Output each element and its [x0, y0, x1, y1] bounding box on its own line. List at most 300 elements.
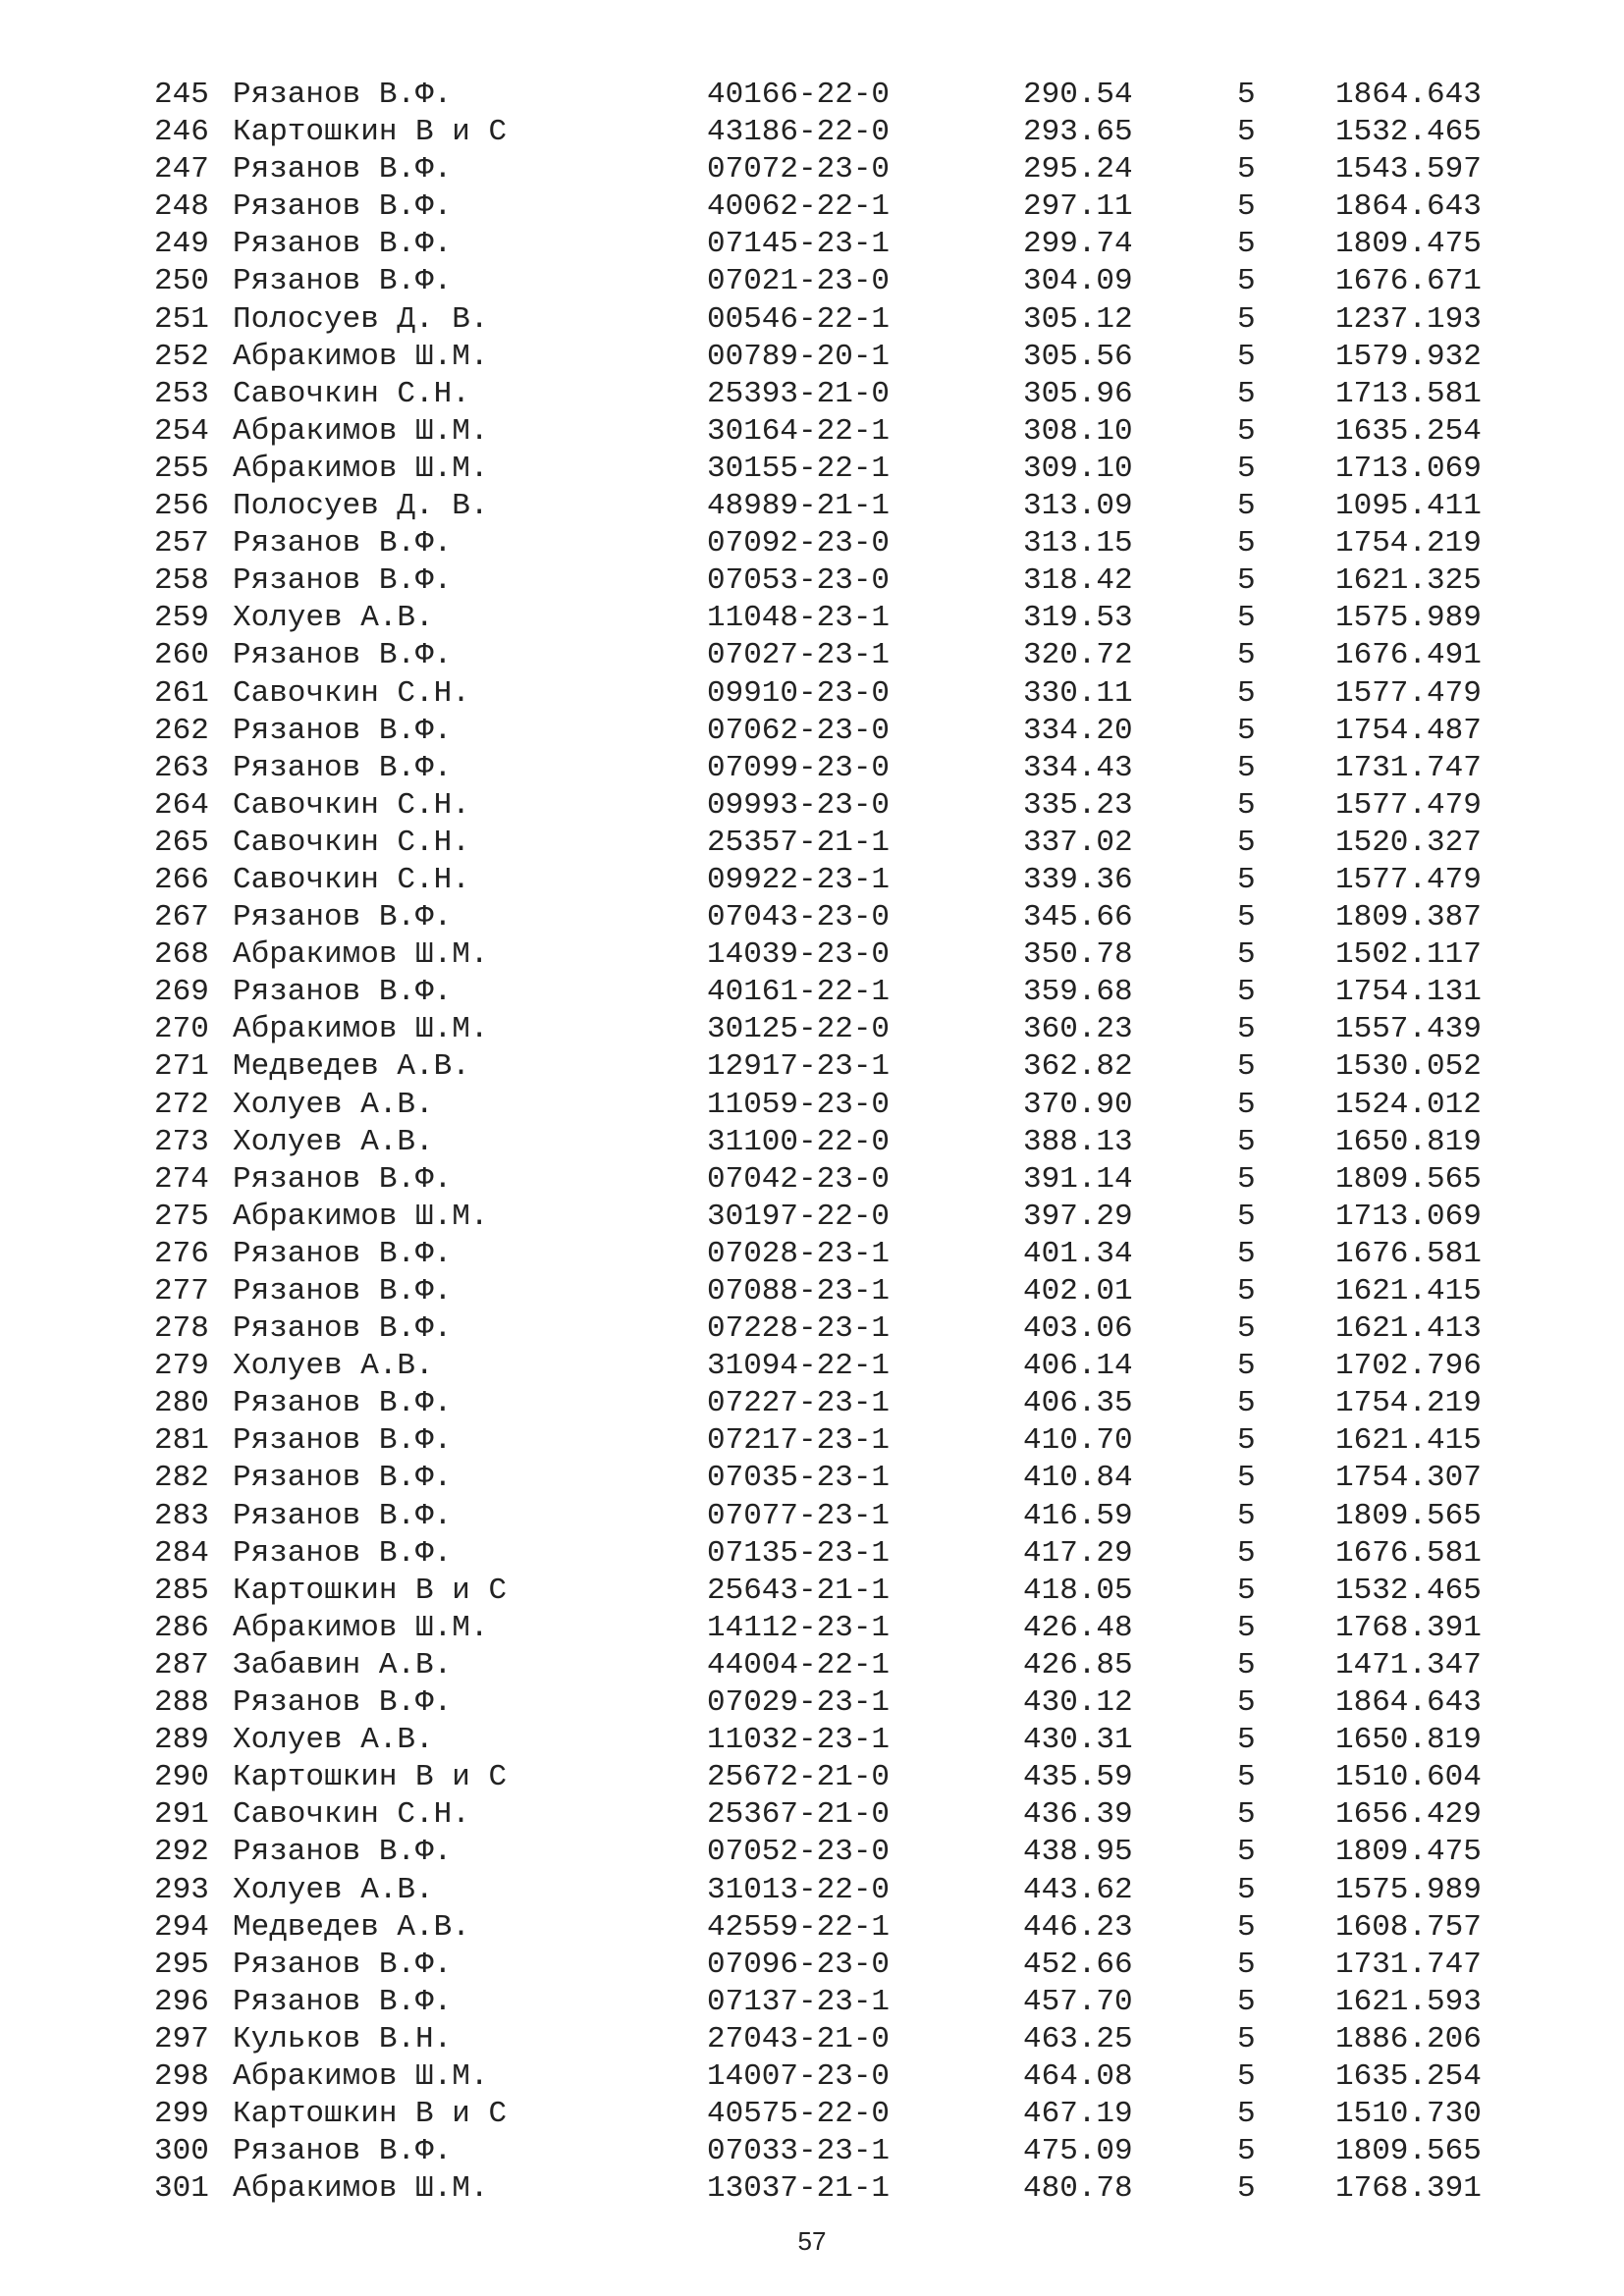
score-cell: 1510.730 — [1335, 2097, 1482, 2132]
table-row — [0, 787, 1624, 825]
value-cell: 426.48 — [1023, 1610, 1133, 1645]
record-code: 09910-23-0 — [707, 675, 891, 711]
row-number: 262 — [154, 713, 209, 748]
record-code: 07062-23-0 — [707, 713, 891, 748]
row-number: 247 — [154, 152, 209, 187]
table-row — [0, 713, 1624, 750]
teacher-name: Рязанов В.Ф. — [233, 975, 453, 1010]
value-cell: 463.25 — [1023, 2021, 1133, 2056]
value-cell: 305.56 — [1023, 339, 1133, 374]
record-code: 07043-23-0 — [707, 900, 891, 935]
score-cell: 1543.597 — [1335, 152, 1482, 187]
value-cell: 406.35 — [1023, 1386, 1133, 1421]
value-cell: 475.09 — [1023, 2134, 1133, 2169]
value-cell: 345.66 — [1023, 900, 1133, 935]
record-code: 07099-23-0 — [707, 750, 891, 785]
value-cell: 370.90 — [1023, 1087, 1133, 1122]
grade-cell: 5 — [1237, 750, 1256, 785]
value-cell: 443.62 — [1023, 1872, 1133, 1907]
record-code: 07137-23-1 — [707, 1984, 891, 2019]
value-cell: 417.29 — [1023, 1535, 1133, 1571]
score-cell: 1524.012 — [1335, 1087, 1482, 1122]
row-number: 277 — [154, 1274, 209, 1308]
table-row — [0, 1310, 1624, 1348]
table-row — [0, 1796, 1624, 1834]
teacher-name: Рязанов В.Ф. — [233, 1685, 453, 1721]
grade-cell: 5 — [1237, 301, 1256, 337]
value-cell: 388.13 — [1023, 1124, 1133, 1159]
record-code: 31013-22-0 — [707, 1872, 891, 1907]
teacher-name: Савочкин С.Н. — [233, 675, 470, 711]
grade-cell: 5 — [1237, 1723, 1256, 1758]
score-cell: 1621.415 — [1335, 1274, 1482, 1308]
record-code: 07096-23-0 — [707, 1947, 891, 1982]
teacher-name: Савочкин С.Н. — [233, 825, 470, 860]
score-cell: 1577.479 — [1335, 787, 1482, 823]
value-cell: 418.05 — [1023, 1573, 1133, 1608]
table-row — [0, 226, 1624, 263]
record-code: 31094-22-1 — [707, 1349, 891, 1384]
grade-cell: 5 — [1237, 264, 1256, 299]
teacher-name: Рязанов В.Ф. — [233, 2134, 453, 2169]
record-code: 07077-23-1 — [707, 1498, 891, 1533]
grade-cell: 5 — [1237, 1984, 1256, 2019]
value-cell: 362.82 — [1023, 1049, 1133, 1085]
teacher-name: Картошкин В и С — [233, 1760, 508, 1795]
value-cell: 313.15 — [1023, 526, 1133, 561]
grade-cell: 5 — [1237, 2171, 1256, 2207]
table-row — [0, 1984, 1624, 2021]
record-code: 40062-22-1 — [707, 189, 891, 225]
grade-cell: 5 — [1237, 1349, 1256, 1384]
grade-cell: 5 — [1237, 862, 1256, 897]
table-row — [0, 188, 1624, 226]
grade-cell: 5 — [1237, 2097, 1256, 2132]
table-row — [0, 1684, 1624, 1722]
table-row — [0, 750, 1624, 787]
value-cell: 467.19 — [1023, 2097, 1133, 2132]
table-row — [0, 1422, 1624, 1460]
score-cell: 1713.069 — [1335, 1199, 1482, 1234]
record-code: 27043-21-0 — [707, 2021, 891, 2056]
row-number: 245 — [154, 78, 209, 112]
score-cell: 1809.565 — [1335, 2134, 1482, 2169]
teacher-name: Рязанов В.Ф. — [233, 152, 453, 187]
score-cell: 1621.415 — [1335, 1423, 1482, 1459]
row-number: 278 — [154, 1311, 209, 1347]
grade-cell: 5 — [1237, 601, 1256, 636]
score-cell: 1471.347 — [1335, 1647, 1482, 1682]
value-cell: 339.36 — [1023, 862, 1133, 897]
record-code: 07029-23-1 — [707, 1685, 891, 1721]
score-cell: 1864.643 — [1335, 189, 1482, 225]
table-row — [0, 1722, 1624, 1759]
value-cell: 319.53 — [1023, 601, 1133, 636]
record-code: 25643-21-1 — [707, 1573, 891, 1608]
row-number: 270 — [154, 1012, 209, 1047]
score-cell: 1809.565 — [1335, 1161, 1482, 1197]
table-row — [0, 413, 1624, 451]
value-cell: 402.01 — [1023, 1274, 1133, 1308]
value-cell: 295.24 — [1023, 152, 1133, 187]
teacher-name: Рязанов В.Ф. — [233, 1461, 453, 1496]
record-code: 07021-23-0 — [707, 264, 891, 299]
score-cell: 1532.465 — [1335, 115, 1482, 150]
table-row — [0, 600, 1624, 637]
grade-cell: 5 — [1237, 2134, 1256, 2169]
record-code: 07135-23-1 — [707, 1535, 891, 1571]
value-cell: 318.42 — [1023, 563, 1133, 599]
record-code: 13037-21-1 — [707, 2171, 891, 2207]
record-code: 07053-23-0 — [707, 563, 891, 599]
teacher-name: Абракимов Ш.М. — [233, 339, 489, 374]
teacher-name: Холуев А.В. — [233, 1124, 434, 1159]
grade-cell: 5 — [1237, 1199, 1256, 1234]
page-number: 57 — [797, 2226, 827, 2256]
grade-cell: 5 — [1237, 1461, 1256, 1496]
record-code: 25672-21-0 — [707, 1760, 891, 1795]
teacher-name: Полосуев Д. В. — [233, 301, 489, 337]
row-number: 281 — [154, 1423, 209, 1459]
row-number: 254 — [154, 413, 209, 449]
grade-cell: 5 — [1237, 1124, 1256, 1159]
score-cell: 1809.475 — [1335, 227, 1482, 262]
teacher-name: Холуев А.В. — [233, 601, 434, 636]
grade-cell: 5 — [1237, 975, 1256, 1010]
value-cell: 330.11 — [1023, 675, 1133, 711]
grade-cell: 5 — [1237, 1274, 1256, 1308]
table-row — [0, 1087, 1624, 1124]
value-cell: 435.59 — [1023, 1760, 1133, 1795]
record-code: 07027-23-1 — [707, 638, 891, 673]
table-row — [0, 301, 1624, 339]
value-cell: 426.85 — [1023, 1647, 1133, 1682]
grade-cell: 5 — [1237, 376, 1256, 411]
table-row — [0, 1573, 1624, 1610]
row-number: 300 — [154, 2134, 209, 2169]
record-code: 11059-23-0 — [707, 1087, 891, 1122]
table-row — [0, 1498, 1624, 1535]
table-row — [0, 936, 1624, 974]
score-cell: 1676.671 — [1335, 264, 1482, 299]
score-cell: 1520.327 — [1335, 825, 1482, 860]
score-cell: 1635.254 — [1335, 2058, 1482, 2094]
record-code: 25393-21-0 — [707, 376, 891, 411]
grade-cell: 5 — [1237, 1087, 1256, 1122]
record-code: 42559-22-1 — [707, 1909, 891, 1945]
table-row — [0, 825, 1624, 862]
teacher-name: Абракимов Ш.М. — [233, 2171, 489, 2207]
record-code: 07035-23-1 — [707, 1461, 891, 1496]
record-code: 30197-22-0 — [707, 1199, 891, 1234]
record-code: 07028-23-1 — [707, 1236, 891, 1271]
record-code: 30125-22-0 — [707, 1012, 891, 1047]
teacher-name: Савочкин С.Н. — [233, 1797, 470, 1833]
teacher-name: Савочкин С.Н. — [233, 376, 470, 411]
value-cell: 457.70 — [1023, 1984, 1133, 2019]
value-cell: 406.14 — [1023, 1349, 1133, 1384]
table-row — [0, 2133, 1624, 2170]
table-row — [0, 2058, 1624, 2096]
grade-cell: 5 — [1237, 189, 1256, 225]
grade-cell: 5 — [1237, 1535, 1256, 1571]
row-number: 290 — [154, 1760, 209, 1795]
record-code: 25367-21-0 — [707, 1797, 891, 1833]
teacher-name: Полосуев Д. В. — [233, 489, 489, 524]
teacher-name: Холуев А.В. — [233, 1349, 434, 1384]
table-row — [0, 1124, 1624, 1161]
value-cell: 290.54 — [1023, 78, 1133, 112]
row-number: 299 — [154, 2097, 209, 2132]
record-code: 11032-23-1 — [707, 1723, 891, 1758]
teacher-name: Рязанов В.Ф. — [233, 1947, 453, 1982]
table-row — [0, 1759, 1624, 1796]
row-number: 261 — [154, 675, 209, 711]
row-number: 275 — [154, 1199, 209, 1234]
row-number: 256 — [154, 489, 209, 524]
teacher-name: Медведев А.В. — [233, 1909, 470, 1945]
table-row — [0, 1199, 1624, 1236]
score-cell: 1575.989 — [1335, 1872, 1482, 1907]
row-number: 263 — [154, 750, 209, 785]
score-cell: 1676.491 — [1335, 638, 1482, 673]
record-code: 30155-22-1 — [707, 451, 891, 486]
value-cell: 309.10 — [1023, 451, 1133, 486]
table-row — [0, 339, 1624, 376]
value-cell: 391.14 — [1023, 1161, 1133, 1197]
teacher-name: Картошкин В и С — [233, 1573, 508, 1608]
row-number: 292 — [154, 1835, 209, 1870]
record-code: 09922-23-1 — [707, 862, 891, 897]
value-cell: 452.66 — [1023, 1947, 1133, 1982]
row-number: 248 — [154, 189, 209, 225]
teacher-name: Рязанов В.Ф. — [233, 1535, 453, 1571]
teacher-name: Абракимов Ш.М. — [233, 451, 489, 486]
table-row — [0, 862, 1624, 899]
grade-cell: 5 — [1237, 413, 1256, 449]
value-cell: 337.02 — [1023, 825, 1133, 860]
teacher-name: Рязанов В.Ф. — [233, 713, 453, 748]
teacher-name: Рязанов В.Ф. — [233, 1161, 453, 1197]
teacher-name: Рязанов В.Ф. — [233, 1236, 453, 1271]
record-code: 07033-23-1 — [707, 2134, 891, 2169]
record-code: 14039-23-0 — [707, 937, 891, 973]
teacher-name: Рязанов В.Ф. — [233, 638, 453, 673]
row-number: 282 — [154, 1461, 209, 1496]
row-number: 249 — [154, 227, 209, 262]
score-cell: 1577.479 — [1335, 862, 1482, 897]
record-code: 07227-23-1 — [707, 1386, 891, 1421]
score-cell: 1621.593 — [1335, 1984, 1482, 2019]
value-cell: 293.65 — [1023, 115, 1133, 150]
teacher-name: Рязанов В.Ф. — [233, 1423, 453, 1459]
score-cell: 1656.429 — [1335, 1797, 1482, 1833]
record-code: 00789-20-1 — [707, 339, 891, 374]
row-number: 253 — [154, 376, 209, 411]
row-number: 260 — [154, 638, 209, 673]
record-code: 12917-23-1 — [707, 1049, 891, 1085]
grade-cell: 5 — [1237, 1573, 1256, 1608]
row-number: 296 — [154, 1984, 209, 2019]
teacher-name: Абракимов Ш.М. — [233, 1610, 489, 1645]
teacher-name: Рязанов В.Ф. — [233, 1386, 453, 1421]
row-number: 266 — [154, 862, 209, 897]
score-cell: 1864.643 — [1335, 78, 1482, 112]
score-cell: 1864.643 — [1335, 1685, 1482, 1721]
row-number: 284 — [154, 1535, 209, 1571]
grade-cell: 5 — [1237, 227, 1256, 262]
row-number: 287 — [154, 1647, 209, 1682]
record-code: 44004-22-1 — [707, 1647, 891, 1682]
row-number: 269 — [154, 975, 209, 1010]
row-number: 251 — [154, 301, 209, 337]
grade-cell: 5 — [1237, 1685, 1256, 1721]
record-code: 11048-23-1 — [707, 601, 891, 636]
table-row — [0, 562, 1624, 600]
table-row — [0, 151, 1624, 188]
teacher-name: Рязанов В.Ф. — [233, 264, 453, 299]
teacher-name: Савочкин С.Н. — [233, 787, 470, 823]
teacher-name: Абракимов Ш.М. — [233, 1012, 489, 1047]
table-row — [0, 525, 1624, 562]
grade-cell: 5 — [1237, 563, 1256, 599]
table-row — [0, 1610, 1624, 1647]
grade-cell: 5 — [1237, 526, 1256, 561]
row-number: 264 — [154, 787, 209, 823]
grade-cell: 5 — [1237, 1423, 1256, 1459]
value-cell: 334.20 — [1023, 713, 1133, 748]
grade-cell: 5 — [1237, 2021, 1256, 2056]
value-cell: 308.10 — [1023, 413, 1133, 449]
value-cell: 297.11 — [1023, 189, 1133, 225]
teacher-name: Рязанов В.Ф. — [233, 78, 453, 112]
record-code: 00546-22-1 — [707, 301, 891, 337]
table-row — [0, 376, 1624, 413]
teacher-name: Рязанов В.Ф. — [233, 1274, 453, 1308]
row-number: 271 — [154, 1049, 209, 1085]
score-cell: 1676.581 — [1335, 1535, 1482, 1571]
teacher-name: Рязанов В.Ф. — [233, 1498, 453, 1533]
row-number: 297 — [154, 2021, 209, 2056]
value-cell: 401.34 — [1023, 1236, 1133, 1271]
table-row — [0, 114, 1624, 151]
grade-cell: 5 — [1237, 1498, 1256, 1533]
row-number: 293 — [154, 1872, 209, 1907]
record-code: 07042-23-0 — [707, 1161, 891, 1197]
teacher-name: Холуев А.В. — [233, 1872, 434, 1907]
table-row — [0, 637, 1624, 674]
grade-cell: 5 — [1237, 1760, 1256, 1795]
score-cell: 1809.565 — [1335, 1498, 1482, 1533]
value-cell: 320.72 — [1023, 638, 1133, 673]
row-number: 252 — [154, 339, 209, 374]
table-row — [0, 675, 1624, 713]
score-cell: 1608.757 — [1335, 1909, 1482, 1945]
grade-cell: 5 — [1237, 1311, 1256, 1347]
score-cell: 1754.219 — [1335, 526, 1482, 561]
score-cell: 1768.391 — [1335, 1610, 1482, 1645]
row-number: 259 — [154, 601, 209, 636]
teacher-name: Картошкин В и С — [233, 2097, 508, 2132]
row-number: 276 — [154, 1236, 209, 1271]
score-cell: 1237.193 — [1335, 301, 1482, 337]
record-code: 07052-23-0 — [707, 1835, 891, 1870]
teacher-name: Холуев А.В. — [233, 1723, 434, 1758]
score-cell: 1577.479 — [1335, 675, 1482, 711]
row-number: 280 — [154, 1386, 209, 1421]
table-row — [0, 2096, 1624, 2133]
teacher-name: Рязанов В.Ф. — [233, 1984, 453, 2019]
record-code: 14112-23-1 — [707, 1610, 891, 1645]
grade-cell: 5 — [1237, 1835, 1256, 1870]
grade-cell: 5 — [1237, 489, 1256, 524]
table-row — [0, 1048, 1624, 1086]
row-number: 301 — [154, 2171, 209, 2207]
table-row — [0, 263, 1624, 300]
record-code: 43186-22-0 — [707, 115, 891, 150]
row-number: 274 — [154, 1161, 209, 1197]
value-cell: 359.68 — [1023, 975, 1133, 1010]
value-cell: 305.96 — [1023, 376, 1133, 411]
record-code: 30164-22-1 — [707, 413, 891, 449]
row-number: 291 — [154, 1797, 209, 1833]
row-number: 250 — [154, 264, 209, 299]
table-row — [0, 1834, 1624, 1871]
table-row — [0, 1909, 1624, 1947]
grade-cell: 5 — [1237, 1161, 1256, 1197]
score-cell: 1575.989 — [1335, 601, 1482, 636]
row-number: 257 — [154, 526, 209, 561]
score-cell: 1621.325 — [1335, 563, 1482, 599]
table-row — [0, 1273, 1624, 1310]
record-code: 40166-22-0 — [707, 78, 891, 112]
table-row — [0, 1460, 1624, 1497]
record-code: 07092-23-0 — [707, 526, 891, 561]
value-cell: 335.23 — [1023, 787, 1133, 823]
teacher-name: Холуев А.В. — [233, 1087, 434, 1122]
score-cell: 1809.387 — [1335, 900, 1482, 935]
row-number: 294 — [154, 1909, 209, 1945]
row-number: 285 — [154, 1573, 209, 1608]
table-row — [0, 1236, 1624, 1273]
teacher-name: Рязанов В.Ф. — [233, 189, 453, 225]
table-row — [0, 77, 1624, 114]
teacher-name: Рязанов В.Ф. — [233, 750, 453, 785]
grade-cell: 5 — [1237, 713, 1256, 748]
row-number: 255 — [154, 451, 209, 486]
score-cell: 1530.052 — [1335, 1049, 1482, 1085]
value-cell: 410.70 — [1023, 1423, 1133, 1459]
record-code: 31100-22-0 — [707, 1124, 891, 1159]
grade-cell: 5 — [1237, 2058, 1256, 2094]
value-cell: 464.08 — [1023, 2058, 1133, 2094]
row-number: 295 — [154, 1947, 209, 1982]
table-row — [0, 2021, 1624, 2058]
score-cell: 1579.932 — [1335, 339, 1482, 374]
row-number: 268 — [154, 937, 209, 973]
value-cell: 397.29 — [1023, 1199, 1133, 1234]
row-number: 288 — [154, 1685, 209, 1721]
value-cell: 438.95 — [1023, 1835, 1133, 1870]
teacher-name: Абракимов Ш.М. — [233, 413, 489, 449]
teacher-name: Абракимов Ш.М. — [233, 1199, 489, 1234]
score-cell: 1095.411 — [1335, 489, 1482, 524]
grade-cell: 5 — [1237, 1872, 1256, 1907]
value-cell: 430.12 — [1023, 1685, 1133, 1721]
score-cell: 1886.206 — [1335, 2021, 1482, 2056]
teacher-name: Медведев А.В. — [233, 1049, 470, 1085]
teacher-name: Кульков В.Н. — [233, 2021, 453, 2056]
